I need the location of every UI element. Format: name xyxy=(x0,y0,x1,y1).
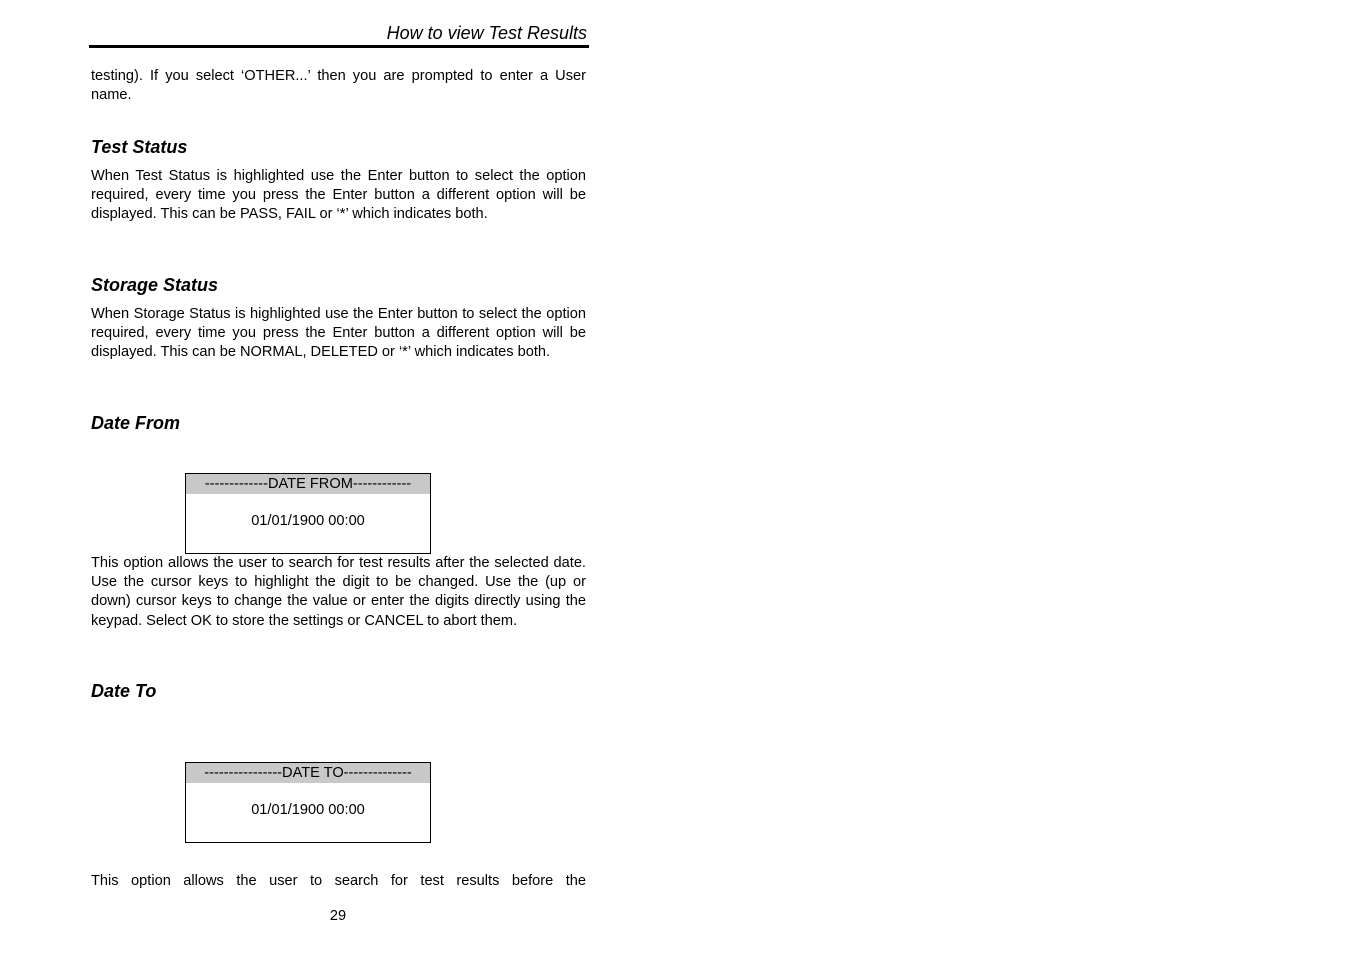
heading-date-from: Date From xyxy=(91,413,181,433)
paragraph-storage-status: When Storage Status is highlighted use the Enter button to select the option required, every time you press the Enter button a different option will be displayed. This can be NORMAL, DELETED or ‘*’ which indicates both. xyxy=(91,306,586,361)
intro-paragraph: testing). If you select ‘OTHER...’ then you are prompted to enter a User name. xyxy=(91,68,586,104)
heading-storage-status: Storage Status xyxy=(91,275,219,295)
page-number: 29 xyxy=(329,908,347,924)
date-to-display-value: 01/01/1900 00:00 xyxy=(251,802,365,818)
date-to-display xyxy=(185,762,431,843)
date-from-display xyxy=(185,473,431,554)
date-from-display-title: -------------DATE FROM------------ xyxy=(186,474,430,494)
running-header-title: How to view Test Results xyxy=(386,23,587,43)
date-from-display-value: 01/01/1900 00:00 xyxy=(251,513,365,529)
paragraph-date-from: This option allows the user to search for test results after the selected date. Use the cursor keys to highlight the digit to be changed. Use the (up or down) cursor keys to change the value or enter the digits directly using the keypad. Select OK to store the settings or CANCEL to abort them. xyxy=(91,555,586,629)
paragraph-date-to: This option allows the user to search for test results before the xyxy=(91,873,586,889)
heading-test-status: Test Status xyxy=(91,137,188,157)
heading-date-to: Date To xyxy=(91,681,157,701)
header-rule xyxy=(89,45,589,48)
paragraph-test-status: When Test Status is highlighted use the Enter button to select the option required, every time you press the Enter button a different option will be displayed. This can be PASS, FAIL or ‘*’ which indicates both. xyxy=(91,168,586,223)
date-to-display-title: ----------------DATE TO-------------- xyxy=(186,763,430,783)
